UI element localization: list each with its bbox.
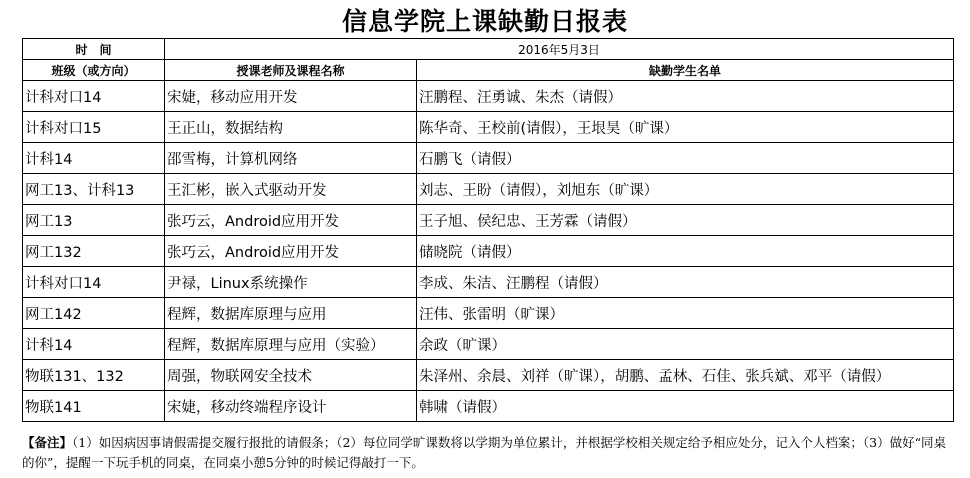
- class-cell: 网工13: [23, 205, 165, 236]
- remarks-label: 【备注】: [22, 435, 73, 450]
- col-header-teacher: 授课老师及课程名称: [165, 60, 417, 81]
- teacher-cell: 宋婕，移动终端程序设计: [165, 391, 417, 422]
- teacher-cell: 周强，物联网安全技术: [165, 360, 417, 391]
- teacher-cell: 程辉，数据库原理与应用（实验）: [165, 329, 417, 360]
- absent-students-cell: 汪伟、张雷明（旷课）: [417, 298, 954, 329]
- class-cell: 计科14: [23, 329, 165, 360]
- teacher-cell: 程辉，数据库原理与应用: [165, 298, 417, 329]
- class-cell: 物联141: [23, 391, 165, 422]
- teacher-cell: 宋婕，移动应用开发: [165, 81, 417, 112]
- absent-students-cell: 韩啸（请假）: [417, 391, 954, 422]
- table-row: [23, 143, 954, 174]
- teacher-cell: 张巧云，Android应用开发: [165, 236, 417, 267]
- table-row: [23, 329, 954, 360]
- teacher-cell: 王汇彬，嵌入式驱动开发: [165, 174, 417, 205]
- class-cell: 物联131、132: [23, 360, 165, 391]
- col-header-class: 班级（或方向）: [23, 60, 165, 81]
- table-row: [23, 112, 954, 143]
- absent-students-cell: 朱泽州、余晨、刘祥（旷课），胡鹏、孟林、石佳、张兵斌、邓平（请假）: [417, 360, 954, 391]
- teacher-cell: 张巧云，Android应用开发: [165, 205, 417, 236]
- col-header-absent: 缺勤学生名单: [417, 60, 954, 81]
- table-row: [23, 391, 954, 422]
- absent-students-cell: 李成、朱洁、汪鹏程（请假）: [417, 267, 954, 298]
- time-label: 时 间: [23, 39, 165, 60]
- teacher-cell: 邵雪梅，计算机网络: [165, 143, 417, 174]
- table-row: [23, 174, 954, 205]
- absent-students-cell: 储晓院（请假）: [417, 236, 954, 267]
- class-cell: 计科对口15: [23, 112, 165, 143]
- class-cell: 计科14: [23, 143, 165, 174]
- table-row: [23, 236, 954, 267]
- class-cell: 网工142: [23, 298, 165, 329]
- absent-students-cell: 石鹏飞（请假）: [417, 143, 954, 174]
- class-cell: 网工132: [23, 236, 165, 267]
- remarks: [22, 433, 957, 473]
- absent-students-cell: 陈华奇、王校前(请假），王垠昊（旷课）: [417, 112, 954, 143]
- class-cell: 网工13、计科13: [23, 174, 165, 205]
- absent-students-cell: 余政（旷课）: [417, 329, 954, 360]
- teacher-cell: 王正山，数据结构: [165, 112, 417, 143]
- table-row: [23, 81, 954, 112]
- table-row: [23, 360, 954, 391]
- absent-students-cell: 王子旭、侯纪忠、王芳霖（请假）: [417, 205, 954, 236]
- class-cell: 计科对口14: [23, 81, 165, 112]
- remarks-text: （1）如因病因事请假需提交履行报批的请假条；（2）每位同学旷课数将以学期为单位累计，并根据学校相关规定给予相应处分，记入个人档案；（3）做好“同桌的你”，提醒一下玩手机的同桌，在同桌小憩5分钟的时候记得敲打一下。: [22, 435, 947, 470]
- absent-students-cell: 刘志、王盼（请假），刘旭东（旷课）: [417, 174, 954, 205]
- class-cell: 计科对口14: [23, 267, 165, 298]
- absence-table: [22, 38, 954, 422]
- teacher-cell: 尹禄，Linux系统操作: [165, 267, 417, 298]
- report-date: 2016年5月3日: [165, 39, 954, 60]
- date-row: [23, 39, 954, 60]
- table-row: [23, 205, 954, 236]
- absent-students-cell: 汪鹏程、汪勇诚、朱杰（请假）: [417, 81, 954, 112]
- table-row: [23, 298, 954, 329]
- report-title: 信息学院上课缺勤日报表: [341, 7, 628, 36]
- column-header-row: [23, 60, 954, 81]
- table-row: [23, 267, 954, 298]
